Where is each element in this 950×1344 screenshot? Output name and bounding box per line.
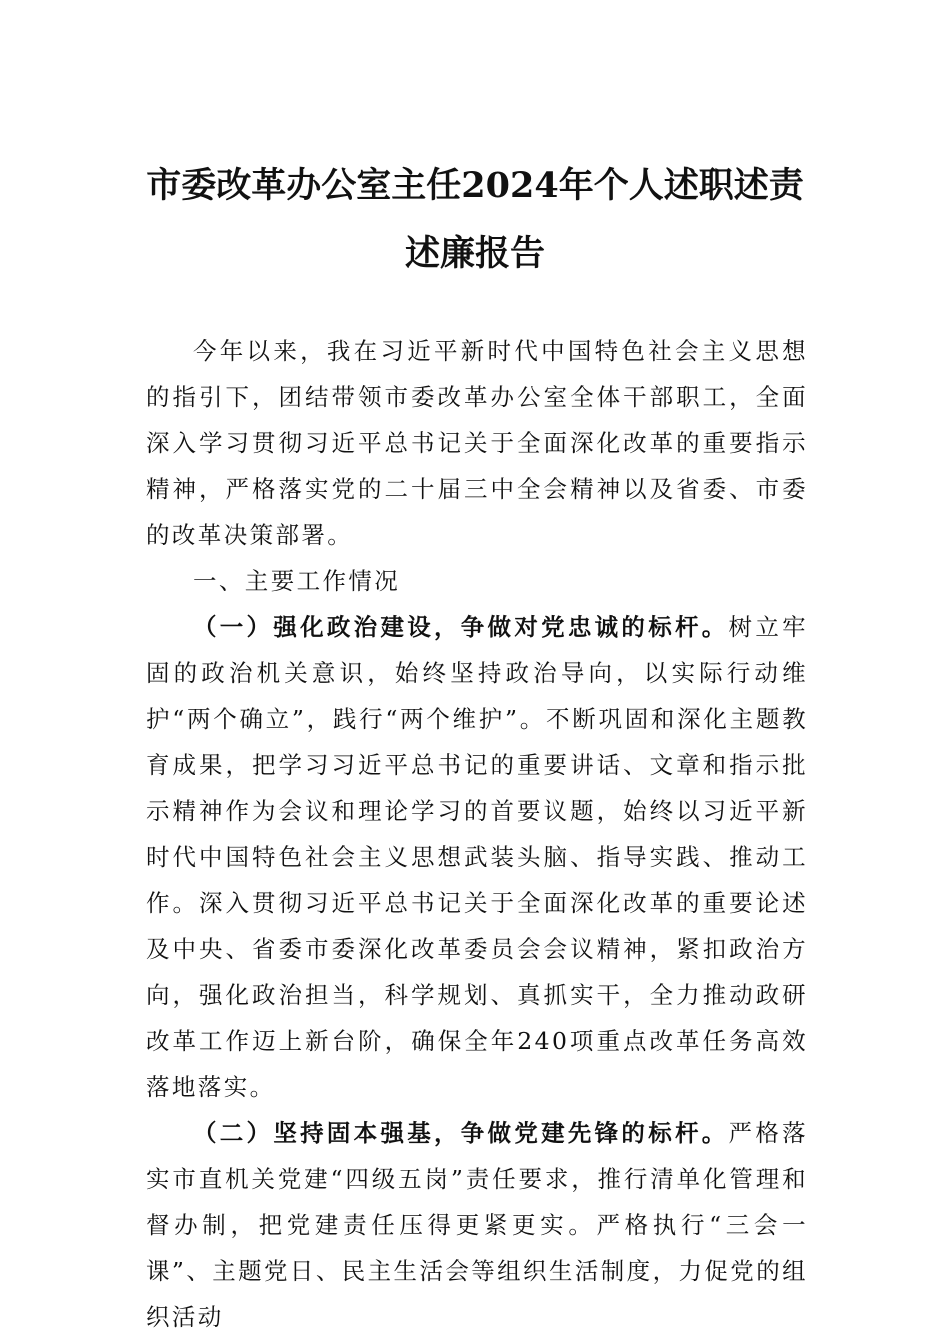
item-1-heading: （一）强化政治建设，争做对党忠诚的标杆。	[193, 613, 729, 641]
item-2-paragraph	[146, 1110, 808, 1340]
section-heading-1: 一、主要工作情况	[193, 567, 401, 595]
document-title-line-2: 述廉报告	[404, 233, 545, 274]
document-title-line-1: 市委改革办公室主任2024年个人述职述责	[146, 165, 804, 206]
intro-paragraph: 今年以来，我在习近平新时代中国特色社会主义思想的指引下，团结带领市委改革办公室全体干部职工，全面深入学习贯彻习近平总书记关于全面深化改革的重要指示精神，严格落实党的二十届三中全会精神以及省委、市委的改革决策部署。	[146, 337, 808, 549]
document-body	[146, 328, 808, 1340]
item-2-heading: （二）坚持固本强基，争做党建先锋的标杆。	[193, 1119, 729, 1147]
item-1-text: 树立牢固的政治机关意识，始终坚持政治导向，以实际行动维护“两个确立”，践行“两个维护”。不断巩固和深化主题教育成果，把学习习近平总书记的重要讲话、文章和指示批示精神作为会议和理论学习的首要议题，始终以习近平新时代中国特色社会主义思想武装头脑、指导实践、推动工作。深入贯彻习近平总书记关于全面深化改革的重要论述及中央、省委市委深化改革委员会会议精神，紧扣政治方向，强化政治担当，科学规划、真抓实干，全力推动政研改革工作迈上新台阶，确保全年240项重点改革任务高效落地落实。	[146, 613, 809, 1101]
item-1-paragraph	[146, 604, 808, 1110]
item-2-text: 严格落实市直机关党建“四级五岗”责任要求，推行清单化管理和督办制，把党建责任压得更紧更实。严格执行“三会一课”、主题党日、民主生活会等组织生活制度，力促党的组织活动	[146, 1119, 809, 1331]
